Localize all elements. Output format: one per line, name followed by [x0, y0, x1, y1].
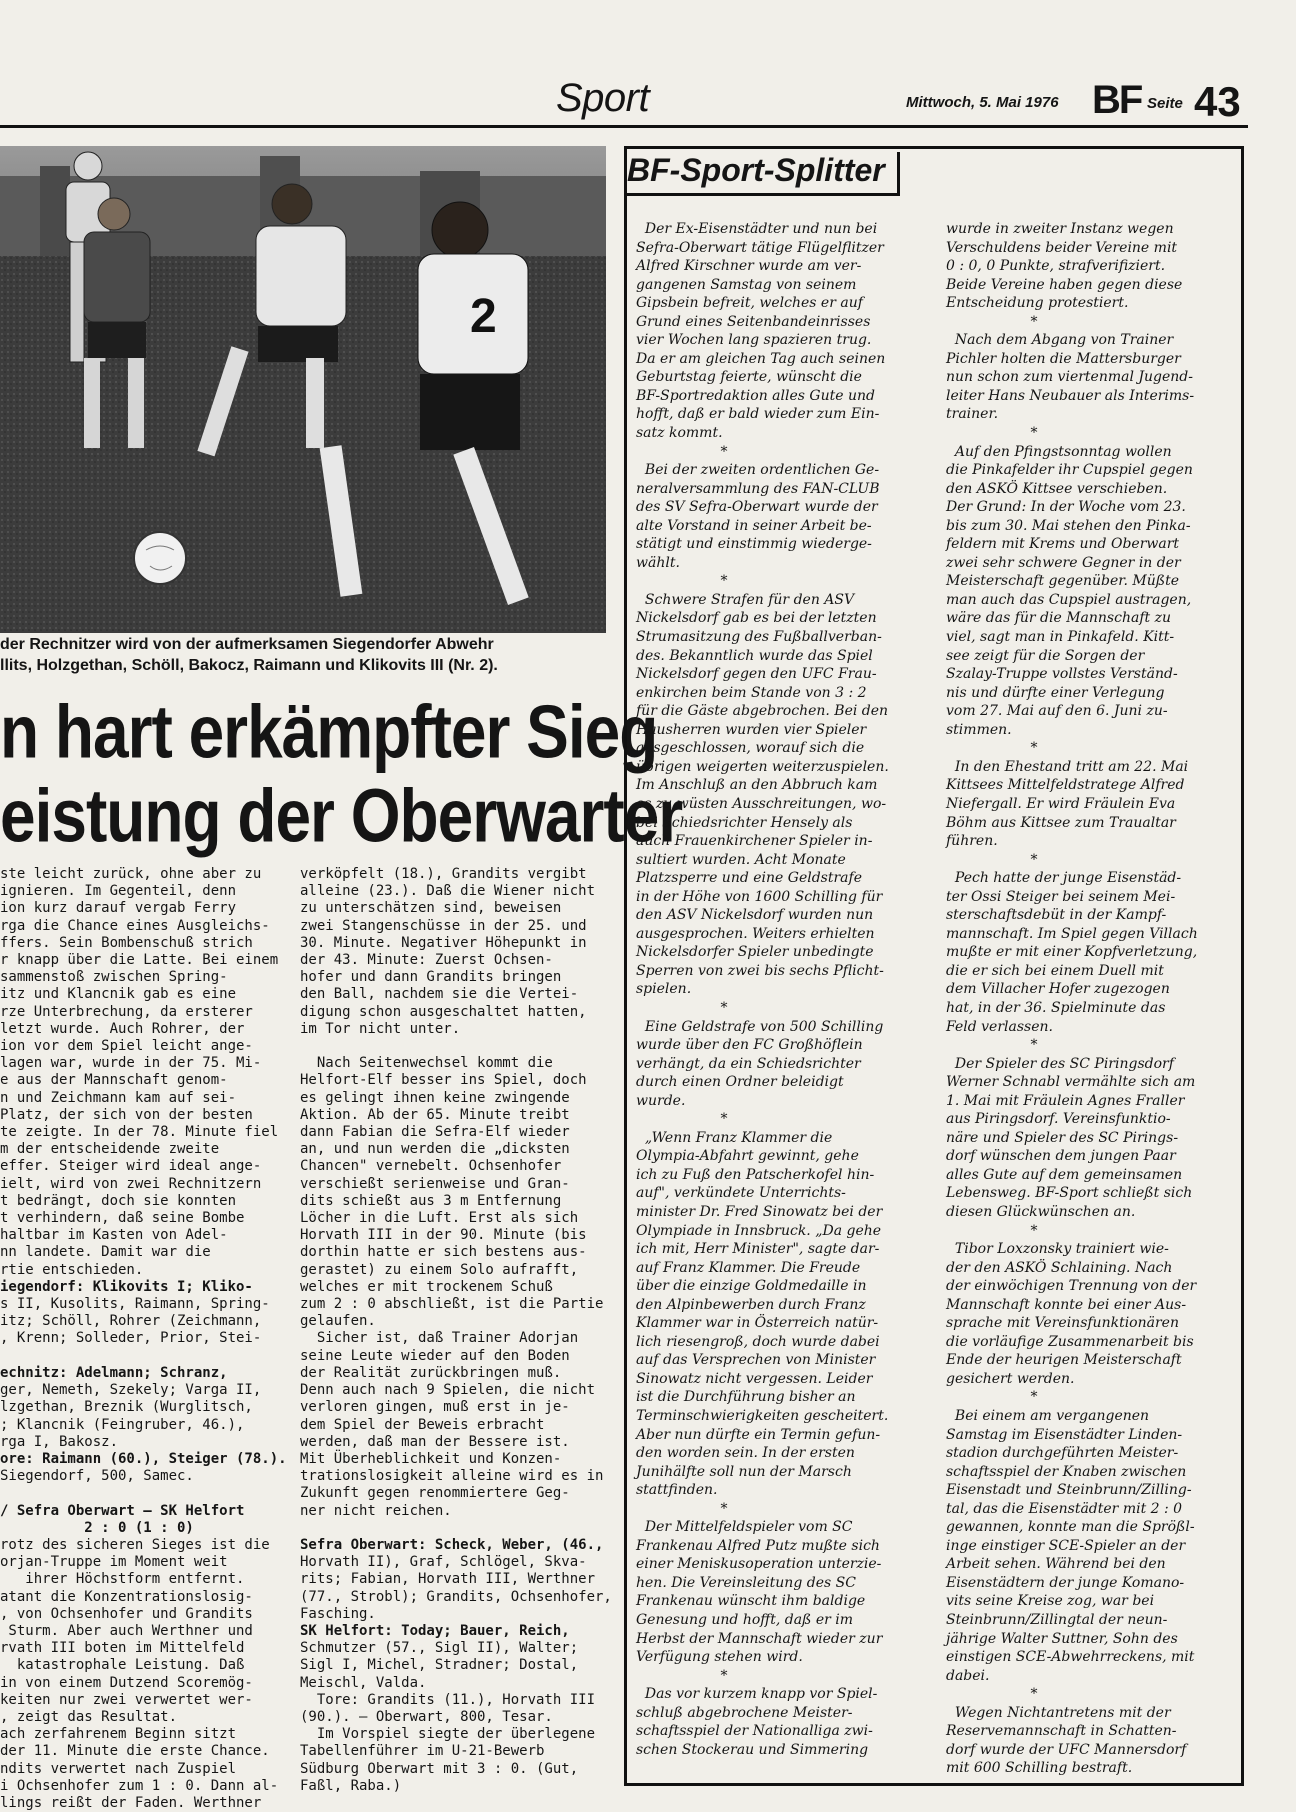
sidebar-line: enkirchen beim Stande von 3 : 2 — [636, 684, 867, 701]
sidebar-line: sterschaftsdebüt in der Kampf- — [946, 907, 1167, 924]
article-line: Zukunft gegen renommiertere Geg- — [300, 1485, 570, 1502]
article-line: ach zerfahrenem Beginn sitzt — [0, 1726, 237, 1743]
sidebar-line: ausgesprochen. Weiters erhielten — [636, 925, 875, 942]
article-line: Helfort-Elf besser ins Spiel, doch — [300, 1072, 587, 1089]
article-line: ihrer Höchstform entfernt. — [0, 1571, 245, 1588]
sidebar-line: Frankenau Alfred Putz mußte sich — [636, 1537, 880, 1554]
article-line: Tabellenführer im U-21-Bewerb — [300, 1743, 545, 1760]
article-line: Denn auch nach 9 Spielen, die nicht — [300, 1382, 596, 1399]
article-line: an, und nun werden die „dicksten — [300, 1141, 570, 1158]
sidebar-line: nun schon zum viertenmal Jugend- — [946, 369, 1193, 386]
sidebar-title: BF-Sport-Splitter — [627, 152, 900, 196]
sidebar-line: wäre das für die Mannschaft zu — [946, 610, 1171, 627]
article-line: zwei Stangenschüsse in der 25. und — [300, 917, 587, 934]
article-line: 30. Minute. Negativer Höhepunkt in — [300, 934, 587, 951]
sidebar-line: vits seine Kreise zog, war bei — [946, 1593, 1155, 1610]
sidebar-line: die Pinkafelder ihr Cupspiel gegen — [946, 462, 1193, 479]
article-line: echnitz: Adelmann; Schranz, — [0, 1364, 228, 1381]
sidebar-line: satz kommt. — [636, 425, 723, 442]
sidebar-line: BF-Sportredaktion alles Gute und — [636, 387, 875, 404]
sidebar-line: Terminschwierigkeiten gescheitert. — [636, 1408, 889, 1424]
sidebar-line: den worden sein. In der ersten — [636, 1445, 855, 1462]
article-line: Chancen" vernebelt. Ochsenhofer — [300, 1158, 562, 1175]
sidebar-line: einer Meniskusoperation unterzie- — [636, 1556, 882, 1573]
article-line: der Realität zurückbringen muß. — [300, 1364, 562, 1381]
sidebar-line: Auf den Pfingstsonntag wollen — [946, 443, 1172, 460]
sidebar-line: Mannschaft konnte bei einer Aus- — [946, 1296, 1187, 1313]
sidebar-line: Eisenstadt und Steinbrunn/Zilling- — [946, 1482, 1192, 1499]
sidebar-line: bis zum 30. Mai stehen den Pinka- — [946, 517, 1191, 534]
sidebar-line: Pichler holten die Mattersburger — [946, 350, 1181, 367]
article-line: Nach Seitenwechsel kommt die — [300, 1055, 553, 1072]
sidebar-line: durch einen Ordner beleidigt — [636, 1074, 844, 1091]
article-line: Südburg Oberwart mit 3 : 0. (Gut, — [300, 1760, 579, 1777]
sidebar-line: Geburtstag feierte, wünscht die — [636, 369, 862, 386]
sidebar-line: In den Ehestand tritt am 22. Mai — [946, 758, 1189, 775]
article-line: hofer und dann Grandits bringen — [300, 969, 562, 986]
article-line: 2 : 0 (1 : 0) — [0, 1519, 194, 1536]
sidebar-line: Werner Schnabl vermählte sich am — [946, 1074, 1196, 1091]
sidebar-line: Bei einem am vergangenen — [946, 1408, 1150, 1424]
sidebar-line: Das vor kurzem knapp vor Spiel- — [636, 1686, 878, 1703]
article-line: ion vor dem Spiel leicht ange- — [0, 1038, 253, 1055]
sidebar-line: Hausherren wurden vier Spieler — [636, 721, 867, 738]
sidebar-line: Meisterschaft gegenüber. Müßte — [946, 573, 1179, 590]
article-line: nn landete. Damit war die — [0, 1244, 211, 1261]
sidebar-line: alte Vorstand in seiner Arbeit be- — [636, 517, 872, 534]
sidebar-line: bei Schiedsrichter Hensely als — [636, 814, 853, 831]
sidebar-line: auch Frauenkirchener Spieler in- — [636, 833, 873, 850]
article-line: Schmutzer (57., Sigl II), Walter; — [300, 1640, 579, 1657]
article-line — [300, 1520, 612, 1537]
sidebar-line: feldern mit Krems und Oberwart — [946, 536, 1180, 553]
article-line: Aktion. Ab der 65. Minute treibt — [300, 1106, 570, 1123]
article-line: ffers. Sein Bombenschuß strich — [0, 934, 253, 951]
sidebar-line: hat, in der 36. Spielminute das — [946, 999, 1166, 1016]
article-line: lagen war, wurde in der 75. Mi- — [0, 1055, 262, 1072]
article-line: e aus der Mannschaft genom- — [0, 1072, 228, 1089]
article-line: Sefra Oberwart: Scheck, Weber, (46., — [300, 1536, 604, 1553]
sidebar-line: ist die Durchführung bisher an — [636, 1389, 856, 1406]
article-line: alleine (23.). Daß die Wiener nicht — [300, 883, 596, 900]
sidebar-line: dabei. — [946, 1667, 990, 1684]
sidebar-line: vom 27. Mai auf den 6. Juni zu- — [946, 703, 1168, 720]
sidebar-line: die er sich bei einem Duell mit — [946, 962, 1164, 979]
sidebar-line: „Wenn Franz Klammer die — [636, 1129, 833, 1146]
sidebar-line: Grund eines Seitenbandeinrisses — [636, 313, 871, 330]
article-line: Sturm. Aber auch Werthner und — [0, 1622, 253, 1639]
section-title: Sport — [556, 76, 650, 120]
article-line: rotz des sicheren Sieges ist die — [0, 1536, 270, 1553]
sidebar-line: die vorläufige Zusammenarbeit bis — [946, 1333, 1194, 1350]
sidebar-line: spielen. — [636, 981, 692, 998]
sidebar-line: wurde in zweiter Instanz wegen — [946, 221, 1174, 237]
sidebar-line: näre und Spieler des SC Pirings- — [946, 1129, 1179, 1146]
sidebar-line: minister Dr. Fred Sinowatz bei der — [636, 1203, 883, 1220]
article-line: rga die Chance eines Ausgleichs- — [0, 917, 270, 934]
svg-text:2: 2 — [470, 290, 497, 343]
article-line: dem Spiel der Beweis erbracht — [300, 1416, 545, 1433]
photo-caption-line-1: der Rechnitzer wird von der aufmerksamen Siegendorfer Abwehr — [0, 636, 494, 653]
article-line: itz und Klancnik gab es eine — [0, 986, 237, 1003]
sidebar-line: Bei der zweiten ordentlichen Ge- — [636, 462, 880, 479]
article-line: gerastet) zu einem Solo aufrafft, — [300, 1261, 579, 1278]
newspaper-logo: BF — [1092, 78, 1142, 122]
sidebar-line: * — [946, 1222, 1038, 1239]
sidebar-line: Beide Vereine haben gegen diese — [946, 276, 1183, 293]
sidebar-line: sultiert wurden. Acht Monate — [636, 851, 846, 868]
article-line: haltbar im Kasten von Adel- — [0, 1227, 228, 1244]
article-line: itz; Schöll, Rohrer (Zeichmann, — [0, 1313, 262, 1330]
sidebar-line: mit 600 Schilling bestraft. — [946, 1760, 1133, 1777]
sidebar-line: dorf wurde der UFC Mannersdorf — [946, 1741, 1187, 1758]
sidebar-line: Eine Geldstrafe von 500 Schilling — [636, 1018, 884, 1035]
article-line: Sigl I, Michel, Stradner; Dostal, — [300, 1657, 579, 1674]
article-line: der 11. Minute die erste Chance. — [0, 1743, 270, 1760]
sidebar-line: verhängt, da ein Schiedsrichter — [636, 1055, 861, 1072]
headline-line-1: n hart erkämpfter Sieg — [0, 689, 658, 775]
article-line: rvath III boten im Mittelfeld — [0, 1640, 245, 1657]
sidebar-line: man auch das Cupspiel austragen, — [946, 591, 1192, 608]
article-line: ndits verwertet nach Zuspiel — [0, 1760, 237, 1777]
sidebar-line: Olympia-Abfahrt gewinnt, gehe — [636, 1148, 859, 1165]
article-line: der 43. Minute: Zuerst Ochsen- — [300, 952, 553, 969]
sidebar-line: Im Anschluß an den Abbruch kam — [636, 777, 878, 794]
sidebar-line: * — [946, 1389, 1038, 1406]
article-line: / Sefra Oberwart — SK Helfort — [0, 1502, 245, 1519]
sidebar-line: Gipsbein befreit, welches er auf — [636, 295, 863, 312]
sidebar-line: * — [636, 443, 728, 460]
headline-line-2: eistung der Oberwarter — [0, 773, 683, 859]
sidebar-line: Aber nun dürfte ein Termin gefun- — [636, 1426, 881, 1443]
article-line: ielt, wird von zwei Rechnitzern — [0, 1175, 262, 1192]
sidebar-line: * — [636, 573, 728, 590]
article-line: letzt wurde. Auch Rohrer, der — [0, 1020, 245, 1037]
article-column-left — [0, 866, 287, 1812]
article-line: verschießt serienweise und Gran- — [300, 1175, 570, 1192]
sidebar-line: in der Höhe von 1600 Schilling für — [636, 888, 883, 905]
article-line: ion kurz darauf vergab Ferry — [0, 900, 237, 917]
sidebar-line: Szalay-Truppe vollstes Verständ- — [946, 666, 1178, 683]
article-line: Faßl, Raba.) — [300, 1777, 402, 1794]
sidebar-line: auf das Versprechen von Minister — [636, 1352, 876, 1369]
sidebar-line: Eisenstädtern der junge Komano- — [946, 1574, 1185, 1591]
article-line: rze Unterbrechung, da ersterer — [0, 1003, 253, 1020]
sidebar-line: Da er am gleichen Tag auch seinen — [636, 350, 886, 367]
sidebar-line: ich mit, Herr Minister", sagte dar- — [636, 1241, 880, 1258]
sidebar-line: sprache mit Vereinsfunktionären — [946, 1315, 1179, 1332]
sidebar-line: diesen Glückwünschen an. — [946, 1203, 1136, 1220]
sidebar-column-1 — [636, 220, 889, 1759]
sidebar-line: jährige Walter Suttner, Sohn des — [946, 1630, 1178, 1647]
sidebar-line: trainer. — [946, 406, 999, 423]
sidebar-line: ter Ossi Steiger bei seinem Mei- — [946, 888, 1176, 905]
article-line: rtie entschieden. — [0, 1261, 144, 1278]
article-line: ste leicht zurück, ohne aber zu — [0, 866, 262, 882]
article-line: werden, daß man der Bessere ist. — [300, 1433, 570, 1450]
article-line — [0, 1485, 287, 1502]
article-line: digung schon ausgeschaltet hatten, — [300, 1003, 587, 1020]
article-line: Meischl, Valda. — [300, 1674, 427, 1691]
sidebar-line: Böhm aus Kittsee zum Traualtar — [946, 814, 1176, 831]
sidebar-line: schen Stockerau und Simmering — [636, 1741, 869, 1758]
sidebar-line: * — [946, 425, 1038, 442]
sidebar-line: Feld verlassen. — [946, 1018, 1053, 1035]
article-line: , zeigt das Resultat. — [0, 1708, 178, 1725]
sidebar-line: es zu wüsten Ausschreitungen, wo- — [636, 795, 887, 812]
sidebar-line: Verschuldens beider Vereine mit — [946, 239, 1178, 256]
sidebar-line: den ASV Nickelsdorf wurden nun — [636, 907, 874, 924]
sidebar-line: ich zu Fuß den Patscherkofel hin- — [636, 1166, 875, 1183]
article-line: (77., Strobl); Grandits, Ochsenhofer, — [300, 1588, 612, 1605]
article-line: zum 2 : 0 abschließt, ist die Partie — [300, 1296, 604, 1313]
article-line: ignieren. Im Gegenteil, denn — [0, 883, 237, 900]
sidebar-line: stätigt und einstimmig wiederge- — [636, 536, 872, 553]
page-number: 43 — [1194, 78, 1241, 125]
sidebar-line: * — [946, 313, 1038, 330]
article-line: Im Vorspiel siegte der überlegene — [300, 1726, 596, 1743]
article-line: rga I, Bakosz. — [0, 1433, 119, 1450]
article-line: rits; Fabian, Horvath III, Werthner — [300, 1571, 596, 1588]
photo-caption-line-2: llits, Holzgethan, Schöll, Bakocz, Raimann und Klikovits III (Nr. 2). — [0, 657, 498, 674]
article-line: , von Ochsenhofer und Grandits — [0, 1605, 253, 1622]
sidebar-line: * — [636, 1111, 728, 1128]
sidebar-line: Nickelsdorf gab es bei der letzten — [636, 610, 877, 627]
article-line: iegendorf: Klikovits I; Kliko- — [0, 1278, 253, 1295]
sidebar-line: mußte er mit einer Kopfverletzung, — [946, 944, 1198, 961]
article-line: SK Helfort: Today; Bauer, Reich, — [300, 1622, 570, 1639]
article-line: katastrophale Leistung. Daß — [0, 1657, 245, 1674]
sidebar-line: Platzsperre und eine Geldstrafe — [636, 870, 862, 887]
sidebar-line: hofft, daß er bald wieder zum Ein- — [636, 406, 880, 423]
article-line: r knapp über die Latte. Bei einem — [0, 952, 279, 969]
article-line: Tore: Grandits (11.), Horvath III — [300, 1691, 596, 1708]
article-line: t bedrängt, doch sie konnten — [0, 1192, 237, 1209]
sidebar-line: Niefergall. Er wird Fräulein Eva — [946, 795, 1176, 812]
sidebar-line: hen. Die Vereinsleitung des SC — [636, 1574, 856, 1591]
article-line — [300, 1038, 612, 1055]
article-line: s II, Kusolits, Raimann, Spring- — [0, 1296, 270, 1313]
article-line: ore: Raimann (60.), Steiger (78.). — [0, 1450, 287, 1467]
sidebar-line: gangenen Samstag von seinem — [636, 276, 857, 293]
sidebar-line: über die einzige Goldmedaille in — [636, 1278, 867, 1295]
article-line: lzgethan, Breznik (Wurglitsch, — [0, 1399, 253, 1416]
sidebar-line: Der Grund: In der Woche vom 23. — [946, 499, 1186, 516]
article-line: , Krenn; Solleder, Prior, Stei- — [0, 1330, 262, 1347]
sidebar-line: führen. — [946, 833, 998, 850]
article-line: es gelingt ihnen keine zwingende — [300, 1089, 570, 1106]
sidebar-line: 0 : 0, 0 Punkte, strafverifiziert. — [946, 258, 1166, 275]
sidebar-line: übrigen weigerten weiterzuspielen. — [636, 758, 889, 775]
sidebar-line: alles Gute auf dem gemeinsamen — [946, 1166, 1183, 1183]
sidebar-line: * — [636, 999, 728, 1016]
sidebar-line: stattfinden. — [636, 1482, 718, 1499]
sidebar-line: * — [946, 851, 1038, 868]
sidebar-line: Pech hatte der junge Eisenstäd- — [946, 870, 1182, 887]
sidebar-line: nis und dürfte einer Verlegung — [946, 684, 1165, 701]
article-line: Fasching. — [300, 1605, 376, 1622]
sidebar-line: Kittsees Mittelfeldstratege Alfred — [946, 777, 1185, 794]
article-line: Löcher in die Luft. Erst als sich — [300, 1210, 579, 1227]
article-line: Mit Überheblichkeit und Konzen- — [300, 1450, 562, 1467]
sidebar-line: des SV Sefra-Oberwart wurde der — [636, 499, 878, 516]
sidebar-line: Tibor Loxzonsky trainiert wie- — [946, 1241, 1169, 1258]
article-line: ; Klancnik (Feingruber, 46.), — [0, 1416, 245, 1433]
page-label: Seite — [1147, 95, 1183, 112]
sidebar-line: Wegen Nichtantretens mit der — [946, 1704, 1171, 1721]
sidebar-line: wurde. — [636, 1092, 686, 1109]
sidebar-line: lich riesengroß, doch wurde dabei — [636, 1333, 880, 1350]
article-line: seine Leute wieder auf den Boden — [300, 1347, 570, 1364]
article-line: dits schießt aus 3 m Entfernung — [300, 1192, 562, 1209]
article-line: effer. Steiger wird ideal ange- — [0, 1158, 262, 1175]
sidebar-line: mannschaft. Im Spiel gegen Villach — [946, 925, 1198, 942]
article-line: n und Zeichmann kam auf sei- — [0, 1089, 237, 1106]
sidebar-line: der den ASKÖ Schlaining. Nach — [946, 1259, 1173, 1276]
sidebar-line: wählt. — [636, 554, 680, 571]
sidebar-line: gewannen, konnte man die Sprößl- — [946, 1519, 1195, 1536]
sidebar-line: Entscheidung protestiert. — [946, 295, 1129, 312]
article-line: sammenstoß zwischen Spring- — [0, 969, 228, 986]
sidebar-line: einstigen SCE-Abwehrreckens, mit — [946, 1649, 1195, 1666]
sidebar-line: Lebensweg. BF-Sport schließt sich — [946, 1185, 1193, 1202]
article-line: Horvath III in der 90. Minute (bis — [300, 1227, 587, 1244]
sidebar-line: Strumasitzung des Fußballverban- — [636, 629, 882, 646]
sidebar-line: viel, sagt man in Pinkafeld. Kitt- — [946, 629, 1175, 646]
sidebar-line: Nach dem Abgang von Trainer — [946, 332, 1174, 349]
article-line: welches er mit trockenem Schuß — [300, 1278, 553, 1295]
sidebar-line: zwei sehr schwere Gegner in der — [946, 554, 1181, 571]
sidebar-line: Alfred Kirschner wurde am ver- — [636, 258, 862, 275]
sidebar-line: Der Ex-Eisenstädter und nun bei — [636, 221, 878, 237]
sidebar-line: inge einstiger SCE-Spieler an der — [946, 1537, 1186, 1554]
article-column-right — [300, 866, 612, 1795]
sidebar-line: den Alpinbewerben durch Franz — [636, 1296, 866, 1313]
article-line: verloren gingen, muß erst in je- — [300, 1399, 570, 1416]
article-line: keiten nur zwei verwertet wer- — [0, 1691, 253, 1708]
sidebar-line: des. Bekanntlich wurde das Spiel — [636, 647, 873, 664]
sidebar-column-2 — [946, 220, 1198, 1778]
sidebar-line: den ASKÖ Kittsee verschieben. — [946, 480, 1168, 497]
article-line: (90.). — Oberwart, 800, Tesar. — [300, 1708, 553, 1725]
sidebar-line: leiter Hans Neubauer als Interims- — [946, 387, 1195, 404]
sidebar-line: schaftsspiel der Knaben zwischen — [946, 1463, 1187, 1480]
article-line: i Ochsenhofer zum 1 : 0. Dann al- — [0, 1777, 279, 1794]
sidebar-line: Reservemannschaft in Schatten- — [946, 1723, 1177, 1740]
sidebar-line: Steinbrunn/Zillingtal der neun- — [946, 1612, 1168, 1629]
sidebar-line: Nickelsdorf gegen den UFC Frau- — [636, 666, 877, 683]
sidebar-line: schaftsspiel der Nationalliga zwi- — [636, 1723, 873, 1740]
article-line: Horvath II), Graf, Schlögel, Skva- — [300, 1554, 587, 1571]
sidebar-line: Klammer war in Österreich natür- — [636, 1315, 879, 1332]
sidebar-line: Nickelsdorfer Spieler unbedingte — [636, 944, 874, 961]
sidebar-line: schluß abgebrochene Meister- — [636, 1704, 853, 1721]
sidebar-line: Der Mittelfeldspieler vom SC — [636, 1519, 853, 1536]
sidebar-line: see zeigt für die Sorgen der — [946, 647, 1145, 664]
sidebar-line: dem Villacher Hofer zugezogen — [946, 981, 1170, 998]
sidebar-line: vier Wochen lang spazieren trug. — [636, 332, 872, 349]
sidebar-line: Verfügung stehen wird. — [636, 1649, 803, 1666]
sidebar-line: Ende der heurigen Meisterschaft — [946, 1352, 1182, 1369]
article-line — [0, 1348, 287, 1365]
article-line: t verhindern, daß seine Bombe — [0, 1210, 245, 1227]
sidebar-line: * — [946, 1037, 1038, 1054]
sidebar-line: dorf wünschen dem jungen Paar — [946, 1148, 1176, 1165]
sidebar-line: 1. Mai mit Fräulein Agnes Fraller — [946, 1092, 1185, 1109]
article-line: ger, Nemeth, Szekely; Varga II, — [0, 1382, 262, 1399]
sidebar-line: Olympiade in Innsbruck. „Da gehe — [636, 1222, 882, 1239]
sidebar-line: Samstag im Eisenstädter Linden- — [946, 1426, 1183, 1443]
sidebar-line: Junihälfte soll nun der Marsch — [636, 1463, 852, 1480]
sidebar-line: Schwere Strafen für den ASV — [636, 591, 855, 608]
sidebar-line: tal, das die Eisenstädter mit 2 : 0 — [946, 1500, 1183, 1517]
article-line: te zeigte. In der 78. Minute fiel — [0, 1124, 279, 1141]
article-line: trationslosigkeit alleine wird es in — [300, 1468, 604, 1485]
sidebar-line: * — [636, 1500, 728, 1517]
article-line: den Ball, nachdem sie die Vertei- — [300, 986, 579, 1003]
sidebar-line: * — [946, 740, 1038, 757]
sidebar-line: stimmen. — [946, 721, 1012, 738]
article-line: ner nicht reichen. — [300, 1502, 452, 1519]
sidebar-line: * — [636, 1667, 728, 1684]
article-line: dann Fabian die Sefra-Elf wieder — [300, 1124, 570, 1141]
article-line: lings reißt der Faden. Werthner — [0, 1794, 262, 1811]
article-line: atant die Konzentrationslosig- — [0, 1588, 253, 1605]
header-rule — [0, 125, 1248, 128]
article-line: im Tor nicht unter. — [300, 1020, 461, 1037]
sidebar-line: auf Franz Klammer. Die Freude — [636, 1259, 861, 1276]
sidebar-line: aus Piringsdorf. Vereinsfunktio- — [946, 1111, 1171, 1128]
article-line: in von einem Dutzend Scoremög- — [0, 1674, 253, 1691]
article-line: Sicher ist, daß Trainer Adorjan — [300, 1330, 579, 1347]
article-line: verköpfelt (18.), Grandits vergibt — [300, 866, 587, 882]
sidebar-line: Genesung und hofft, daß er im — [636, 1612, 854, 1629]
sidebar-line: Sinowatz nicht vergessen. Leider — [636, 1370, 873, 1387]
sidebar-line: Der Spieler des SC Piringsdorf — [946, 1055, 1174, 1072]
sidebar-line: für die Gäste abgebrochen. Bei den — [636, 703, 889, 720]
article-line: zu unterschätzen sind, beweisen — [300, 900, 562, 917]
sidebar-line: * — [946, 1686, 1038, 1703]
sidebar-line: der einwöchigen Trennung von der — [946, 1278, 1197, 1295]
sidebar-line: Frankenau wünscht ihm baldige — [636, 1593, 866, 1610]
sidebar-line: wurde über den FC Großhöflein — [636, 1037, 863, 1054]
sidebar-line: Sperren von zwei bis sechs Pflicht- — [636, 962, 884, 979]
article-line: m der entscheidende zweite — [0, 1141, 220, 1158]
sidebar-line: Herbst der Mannschaft wieder zur — [636, 1630, 883, 1647]
sidebar-line: gesichert werden. — [946, 1370, 1075, 1387]
sidebar-line: stadion durchgeführten Meister- — [946, 1445, 1179, 1462]
sidebar-line: auf", verkündete Unterrichts- — [636, 1185, 846, 1202]
sidebar-line: Arbeit sehen. Während bei den — [946, 1556, 1166, 1573]
sidebar-line: neralversammlung des FAN-CLUB — [636, 480, 880, 497]
article-line: Platz, der sich von der besten — [0, 1106, 253, 1123]
article-line: Siegendorf, 500, Samec. — [0, 1468, 194, 1485]
football-players-illustration — [0, 146, 606, 633]
sidebar-line: ausgeschlossen, worauf sich die — [636, 740, 865, 757]
sidebar-line: Sefra-Oberwart tätige Flügelflitzer — [636, 239, 884, 256]
issue-date: Mittwoch, 5. Mai 1976 — [906, 94, 1059, 111]
match-photo — [0, 146, 606, 633]
article-line: gelaufen. — [300, 1313, 376, 1330]
article-line: dorthin hatte er sich bestens aus- — [300, 1244, 587, 1261]
article-line: orjan-Truppe im Moment weit — [0, 1554, 228, 1571]
